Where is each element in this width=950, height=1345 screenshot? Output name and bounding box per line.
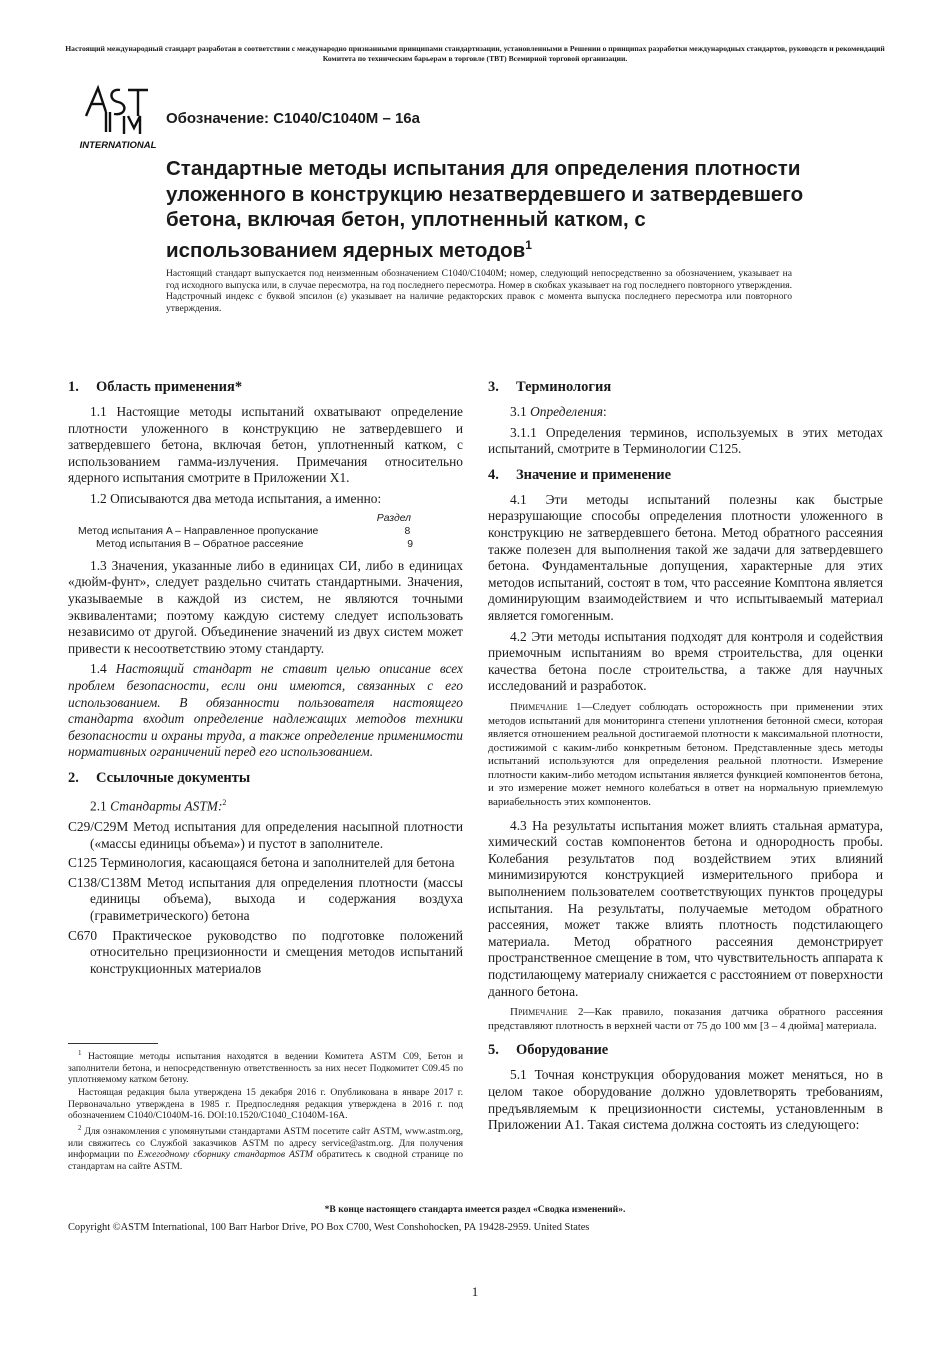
section-5-heading: 5. Оборудование <box>488 1042 609 1059</box>
methods-table-header: Раздел <box>376 512 411 524</box>
issuance-statement: Настоящий стандарт выпускается под неизменным обозначением C1040/C1040M; номер, следующий непосредственно за обозначением, указывает на год исходного выпуска или, в случае пересмотра, на год последнего пересмотра. Номер в скобках указывает на год последнего повторного утверждения. Надстрочный индекс с буквой эпсилон (ε) указывает на наличие редакторских правок с момента выпуска последнего пересмотра или повторного утверждения. <box>166 268 792 314</box>
para-1-2: 1.2 Описываются два метода испытания, а именно: <box>90 490 382 506</box>
section-2-heading: 2. Ссылочные документы <box>68 769 251 786</box>
designation: Обозначение: C1040/C1040M – 16a <box>166 110 420 127</box>
footnote-divider <box>68 1043 158 1044</box>
para-2-1: 2.1 Стандарты ASTM:$^2$ <box>90 797 227 814</box>
section-3-heading: 3. Терминология <box>488 379 612 395</box>
summary-of-changes-note: *В конце настоящего стандарта имеется раздел «Сводка изменений». <box>324 1204 626 1215</box>
right-column <box>488 378 883 1138</box>
section-4-heading: 4. Значение и применение <box>488 466 672 483</box>
para-5-1: 5.1 Точная конструкция оборудования может меняться, но в целом такое оборудование должно удовлетворять требованиям, предъявляемым к прецизионности системы, установленным в Приложении A1. Такая система должна состоять из следующего: <box>488 1067 883 1133</box>
footnote-1-approval: Настоящая редакция была утверждена 15 декабря 2016 г. Опубликована в январе 2017 г. Первоначально утверждена в 1985 г. Предпоследняя редакция утверждена в 2016 г. под обозначением C1040/C1040M-16. DOI:10.1520/C1040_C1040M-16A. <box>68 1086 463 1122</box>
section-1-heading: 1. Область применения* <box>68 379 243 395</box>
reference-c125: C125 Терминология, касающаяся бетона и заполнителей для бетона <box>68 855 455 871</box>
reference-c138: C138/C138M Метод испытания для определения плотности (массы единицы объема), выхода и содержания воздуха (гравиметрического) бетона <box>68 874 463 923</box>
document-title <box>166 156 816 263</box>
footnote-1: $^1$ Настоящие методы испытания находятся в ведении Комитета ASTM C09, Бетон и заполнители бетона, и непосредственную ответственность за них несет Подкомитет C09.45 по уплотняемому катком бетону. <box>68 1049 463 1086</box>
note-1: Примечание 1—Следует соблюдать осторожность при применении этих методов испытаний для мониторинга степени уплотнения бетонной смеси, которая является отношением реальной достигаемой плотности к максимальной плотности, достижимой с каким-либо конкретным бетоном. Представленные здесь методы испытаний используются для определения реальной плотности. Измерение плотности каким-либо методом испытания является функцией компонентов бетона, и это измерение может немного колебаться в ответ на нормальную приемлемую вариабельность этих компонентов. <box>488 700 884 809</box>
table-row: Метод испытания A – Направленное пропускание 8 <box>78 525 411 537</box>
reference-c670: C670 Практическое руководство по подготовке положений относительно прецизионности и смещения методов испытаний конструкционных материалов <box>68 927 463 976</box>
para-3-1: 3.1 Определения: <box>510 404 607 419</box>
para-3-1-1: 3.1.1 Определения терминов, используемых в этих методах испытаний, смотрите в Терминологии C125. <box>488 424 883 457</box>
title-text: Стандартные методы испытания для определения плотности уложенного в конструкцию незатвердевшего и затвердевшего бетона, включая бетон, уплотненный катком, с использованием ядерных методов <box>166 157 804 262</box>
title-footnote-mark: 1 <box>525 237 532 252</box>
reference-c29: C29/C29M Метод испытания для определения насыпной плотности («массы единицы объема») и пустот в заполнителе. <box>68 818 463 851</box>
logo-subtext: INTERNATIONAL <box>79 140 157 151</box>
note-2: Примечание 2—Как правило, показания датчика обратного рассеяния представляют плотность в верхней части от 75 до 100 мм [3 – 4 дюйма] материала. <box>488 1006 883 1032</box>
para-4-2: 4.2 Эти методы испытания подходят для контроля и содействия приемочным испытаниям во время строительства, для оценки качества бетона после строительства, а также для научных исследований и разработок. <box>488 628 883 694</box>
table-row: Метод испытания B – Обратное рассеяние 9 <box>96 539 414 551</box>
footnotes <box>68 1048 463 1173</box>
para-1-3: 1.3 Значения, указанные либо в единицах СИ, либо в единицах «дюйм-фунт», следует раздельно считать стандартными. Значения, указываемые в каждой из систем, не являются точными эквивалентами; поэтому каждую систему следует использовать независимо от другой. Объединение значений из двух систем может привести к несоответствию этому стандарту. <box>68 557 463 656</box>
left-column <box>68 378 463 980</box>
para-1-1: 1.1 Настоящие методы испытаний охватывают определение плотности уложенного в конструкцию не затвердевшего и затвердевшего бетона, включая бетон, уплотненный катком, с использованием гамма-излучения. Примечания относительно ядерного испытания смотрите в Приложении X1. <box>68 404 463 486</box>
page-number: 1 <box>471 1284 479 1299</box>
para-4-1: 4.1 Эти методы испытаний полезны как быстрые неразрушающие способы определения плотности уложенного в конструкцию не затвердевшего бетона. Метод обратного рассеяния также полезен для выполнения такой же задачи для затвердевшего бетона. Фундаментальные допущения, характерные для этих методов испытаний, состоят в том, что рассеяние Комптона является доминирующим взаимодействием и что испытываемый материал является гомогенным. <box>488 491 883 623</box>
footnote-2: $^2$ Для ознакомления с упомянутыми стандартами ASTM посетите сайт ASTM, www.astm.org, или свяжитесь со Службой заказчиков ASTM по адресу service@astm.org. Для получения информации по Ежегодному сборнику стандартов ASTM обратитесь к сводной странице по стандартам на сайте ASTM. <box>68 1123 463 1172</box>
para-1-4: 1.4 Настоящий стандарт не ставит целью описание всех проблем безопасности, если они имеются, связанных с его использованием. В обязанности пользователя настоящего стандарта входит определение надлежащих методов техники безопасности и охраны труда, а также определение применимости нормативных ограничений перед его использованием. <box>68 661 463 760</box>
copyright: Copyright ©ASTM International, 100 Barr Harbor Drive, PO Box C700, West Conshohocken, PA 19428-2959. United States <box>68 1222 590 1233</box>
para-4-3: 4.3 На результаты испытания может влиять стальная арматура, химический состав компонентов бетона и однородность пробы. Колебания результатов под воздействием этих влияний минимизируются конструкцией измерительного прибора и выполнением пользователем соответствующих пунктов процедуры испытания. На результаты, получаемые методом обратного рассеяния, может также влиять плотность подстилающего материала. Метод обратного рассеяния демонстрирует пространственное смещение в том, что чувствительность аппарата к подстилающему материалу снижается с расстоянием от поверхности данного бетона. <box>488 817 883 999</box>
standards-notice: Настоящий международный стандарт разработан в соответствии с международно признанными принципами стандартизации, установленными в Решении о принципах разработки международных стандартов, руководств и рекомендаций Комитета по техническим барьерам в торговле (ТВТ) Всемирной торговой организации. <box>65 44 885 63</box>
astm-logo <box>76 82 160 152</box>
methods-table <box>68 512 463 552</box>
